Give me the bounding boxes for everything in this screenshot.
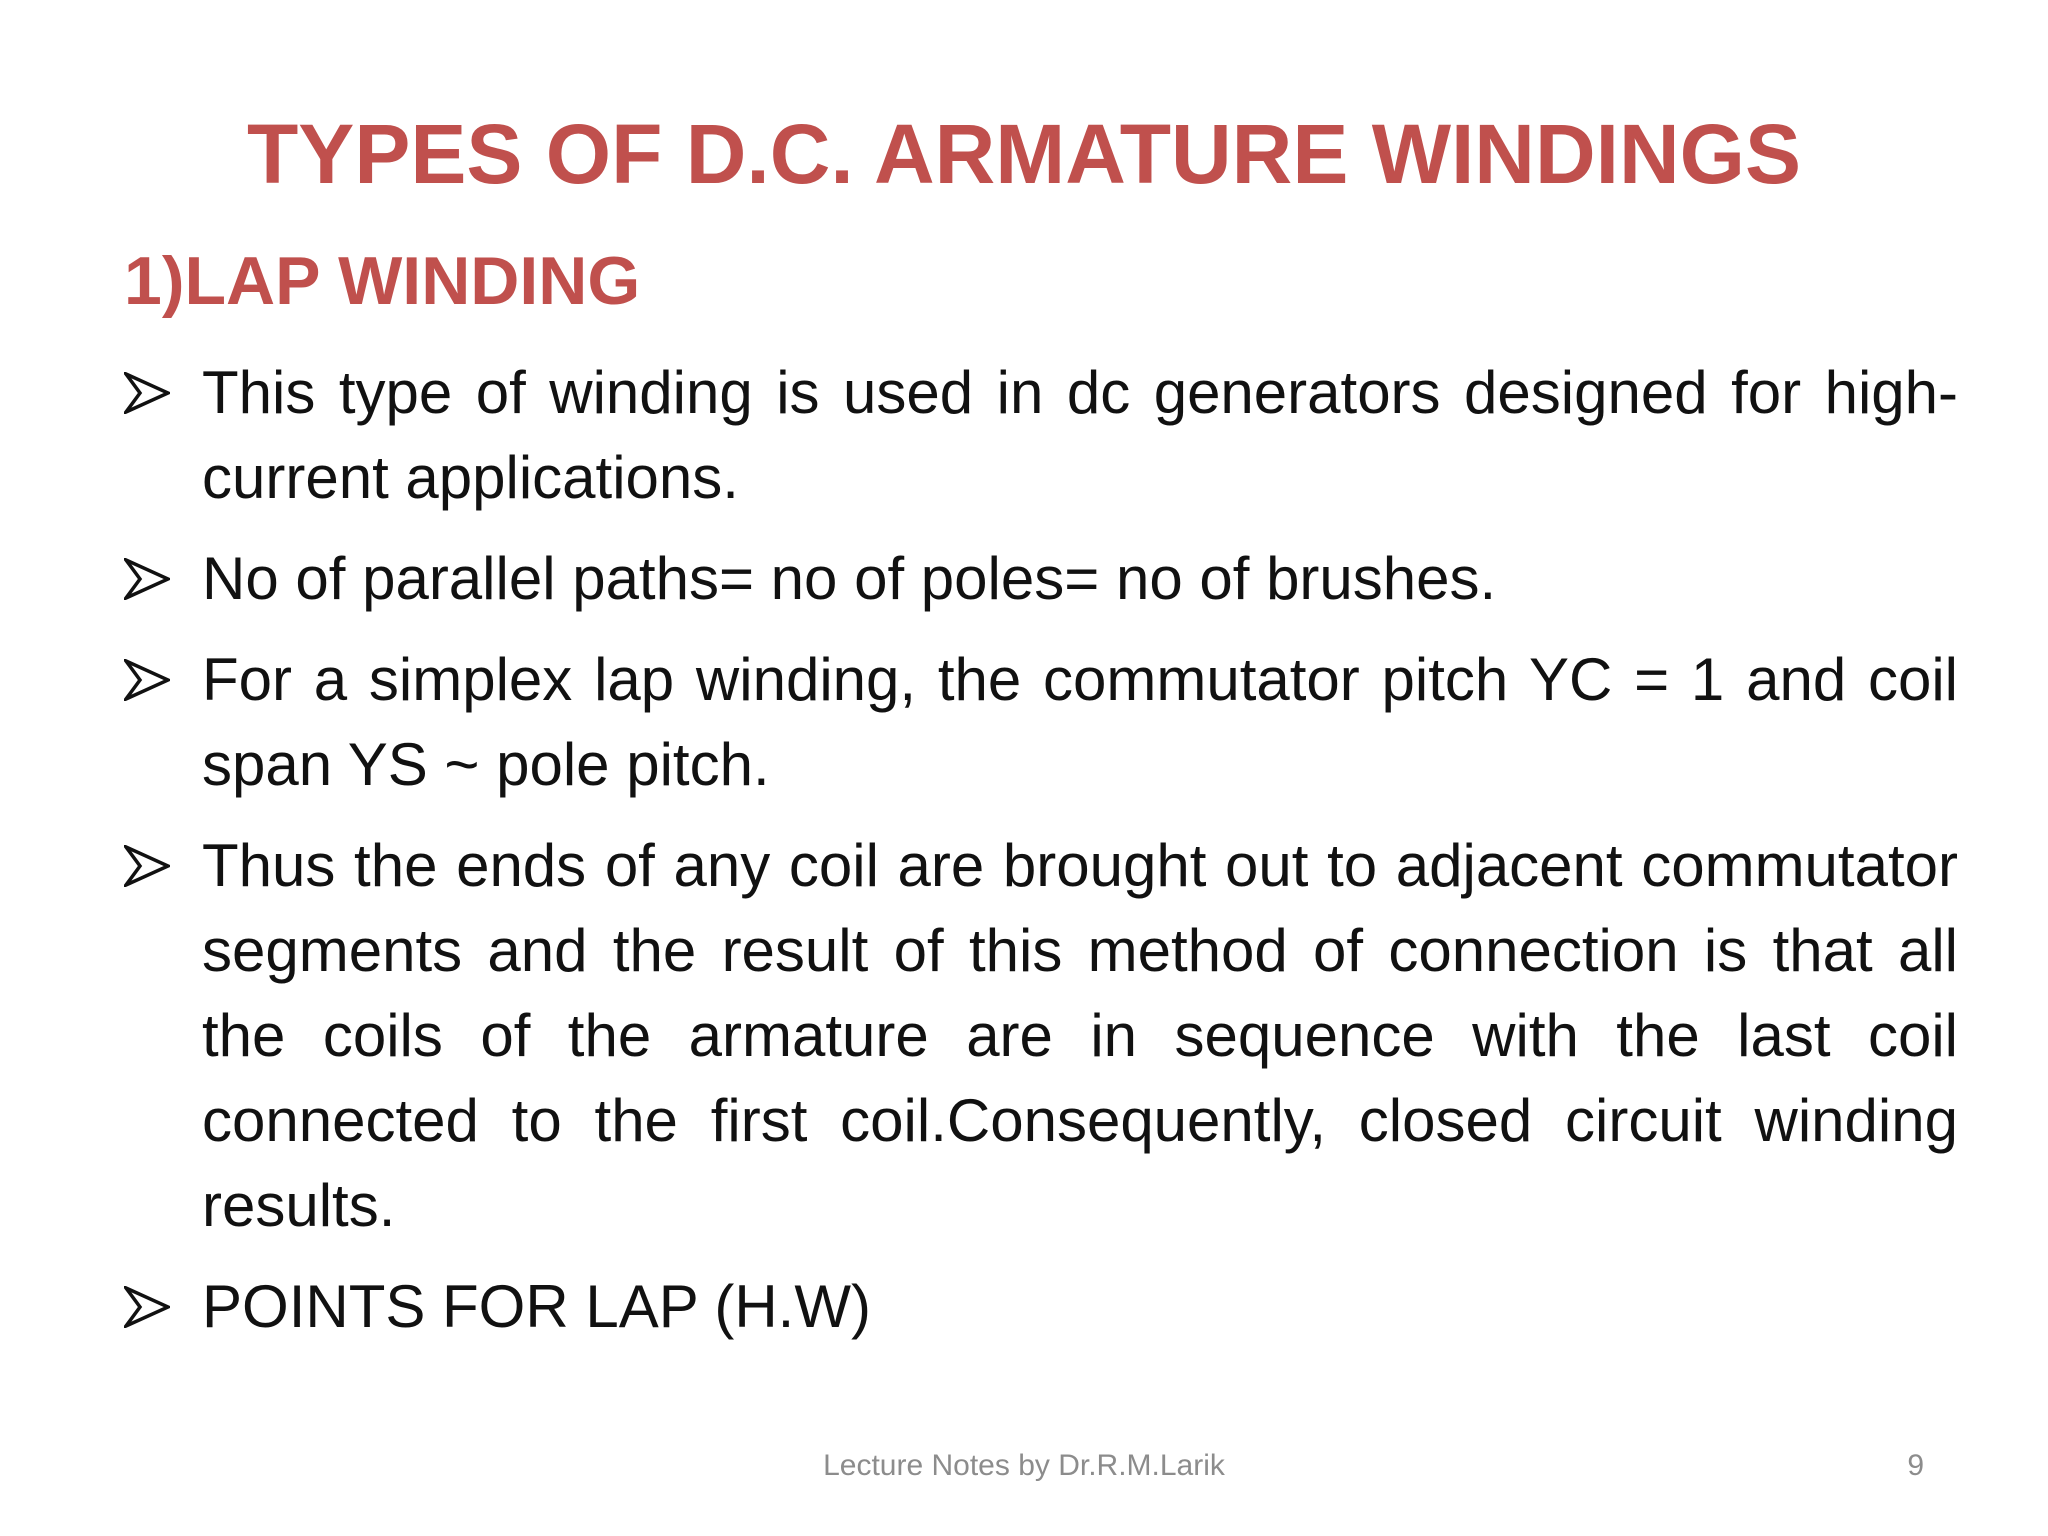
section-heading: 1)LAP WINDING (124, 243, 641, 319)
page-number: 9 (1907, 1449, 1924, 1482)
arrow-bullet-icon (124, 558, 170, 600)
bullet-text: No of parallel paths= no of poles= no of brushes. (202, 545, 1497, 612)
arrow-bullet-icon (124, 372, 170, 414)
bullet-item (124, 536, 1958, 621)
arrow-bullet-icon (124, 1286, 170, 1328)
arrow-bullet-icon (124, 845, 170, 887)
bullet-list (124, 350, 1958, 1365)
bullet-item (124, 1264, 1958, 1349)
bullet-item (124, 350, 1958, 520)
bullet-text: POINTS FOR LAP (H.W) (202, 1273, 871, 1340)
bullet-text: This type of winding is used in dc generators designed for high-current applications. (202, 359, 1958, 511)
bullet-text: Thus the ends of any coil are brought out to adjacent commutator segments and the result of this method of connection is that all the coils of the armature are in sequence with the last coil connected to the first coil.Consequently, closed circuit winding results. (202, 832, 1958, 1239)
bullet-item (124, 823, 1958, 1248)
arrow-bullet-icon (124, 659, 170, 701)
slide-title: TYPES OF D.C. ARMATURE WINDINGS (247, 107, 1801, 201)
bullet-text: For a simplex lap winding, the commutator pitch YC = 1 and coil span YS ~ pole pitch. (202, 646, 1958, 798)
footer-text: Lecture Notes by Dr.R.M.Larik (823, 1449, 1225, 1482)
bullet-item (124, 637, 1958, 807)
